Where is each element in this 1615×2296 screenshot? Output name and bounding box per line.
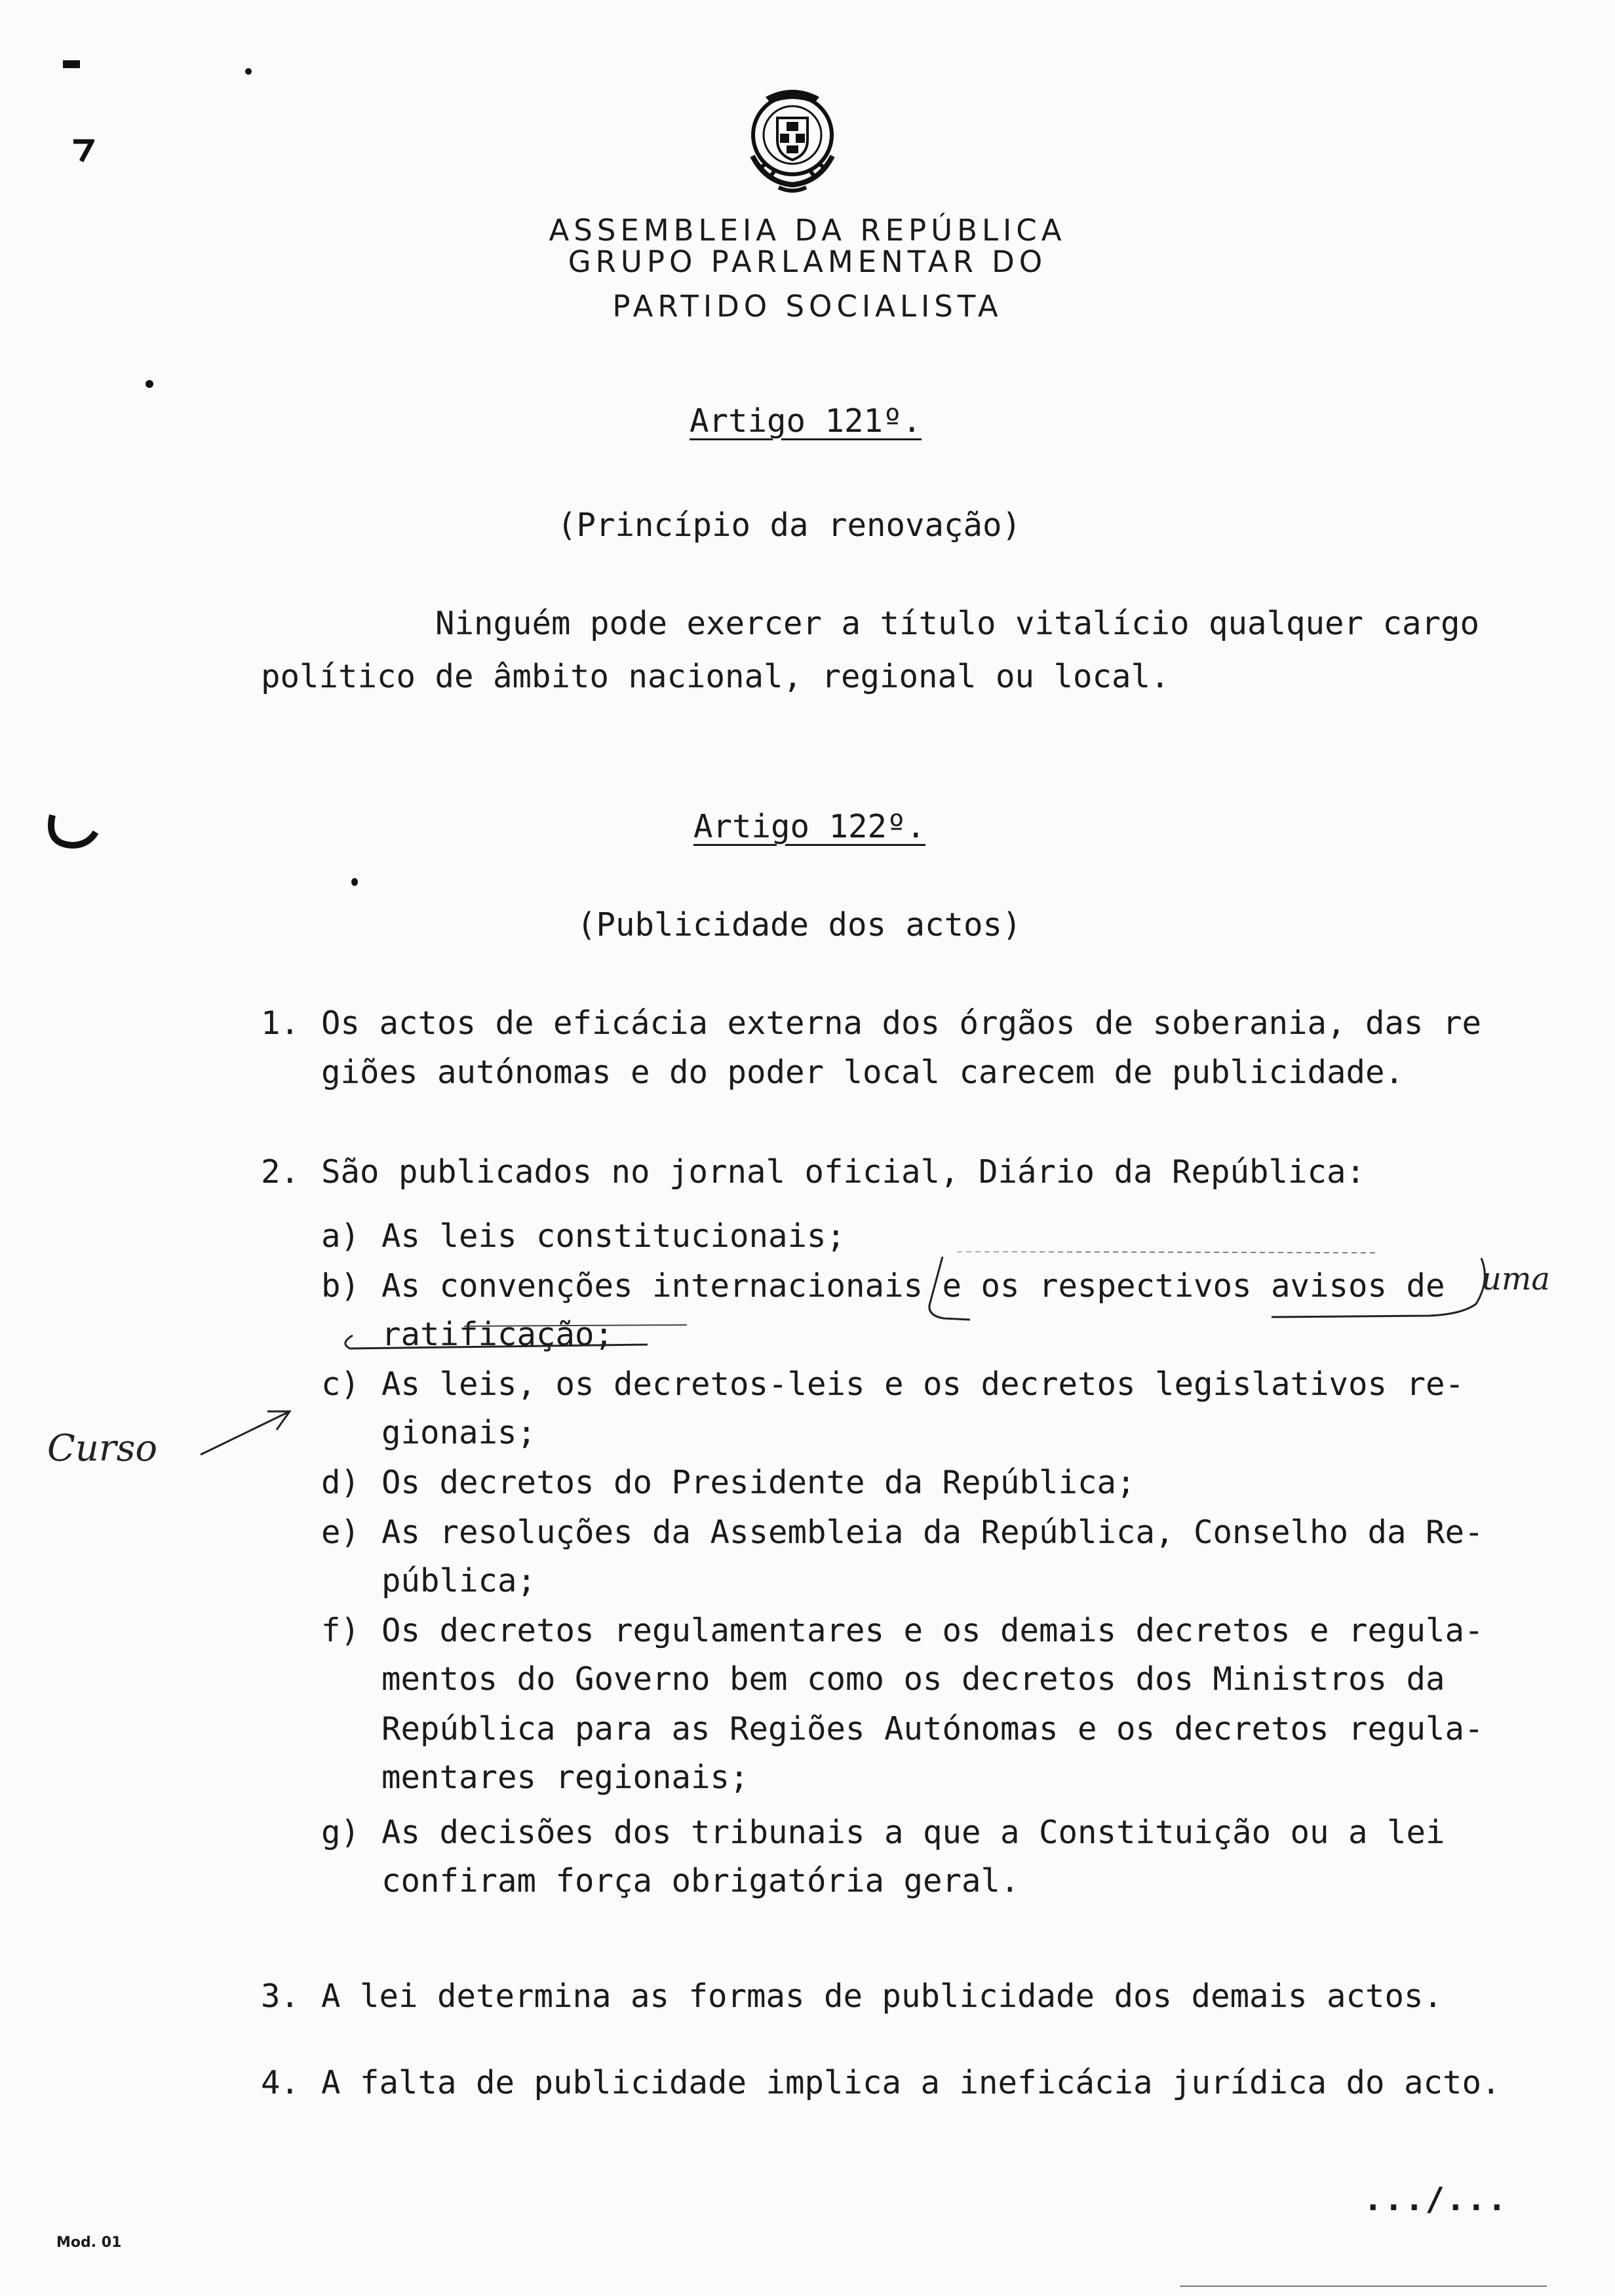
margin-note-left: Curso	[47, 1427, 158, 1470]
item-e-line-1: As resoluções da Assembleia da República, Conselho da Re-	[381, 1514, 1484, 1551]
header-line-1: ASSEMBLEIA DA REPÚBLICA	[549, 213, 1066, 248]
article-121-subtitle: (Princípio da renovação)	[557, 507, 1022, 544]
item-g-line-2: confiram força obrigatória geral.	[381, 1862, 1020, 1900]
item-f-line-3: República para as Regiões Autónomas e os decretos regula-	[381, 1710, 1484, 1748]
scan-mark	[63, 60, 80, 68]
article-121-title: Artigo 121º.	[690, 402, 922, 440]
item-f-line-1: Os decretos regulamentares e os demais decretos e regula-	[381, 1612, 1484, 1649]
header-line-2: GRUPO PARLAMENTAR DO	[568, 244, 1047, 279]
article-121-line-2: político de âmbito nacional, regional ou local.	[261, 658, 1170, 695]
scan-mark-2	[71, 138, 94, 164]
item-b-line-1: As convenções internacionais e os respectivos avisos de	[381, 1267, 1445, 1305]
handwritten-underline	[333, 1317, 700, 1356]
item-f-line-4: mentares regionais;	[381, 1759, 749, 1796]
coat-of-arms-icon	[739, 84, 846, 195]
continuation-mark: .../...	[1363, 2181, 1508, 2218]
arrow-icon	[197, 1402, 295, 1461]
handwritten-bracket-mark	[918, 1252, 1494, 1350]
item-e-line-2: pública;	[381, 1562, 537, 1599]
paragraph-3-number: 3.	[261, 1978, 300, 2015]
article-122-title: Artigo 122º.	[693, 808, 926, 845]
item-c-line-1: As leis, os decretos-leis e os decretos legislativos re-	[381, 1366, 1465, 1403]
bottom-edge-line	[1180, 2286, 1547, 2287]
item-c-letter: c)	[321, 1366, 360, 1403]
item-b-letter: b)	[321, 1267, 360, 1305]
paragraph-1-line-1: Os actos de eficácia externa dos órgãos de soberania, das re	[321, 1004, 1482, 1042]
paragraph-4-number: 4.	[261, 2064, 300, 2101]
header-line-3: PARTIDO SOCIALISTA	[612, 289, 1003, 324]
item-b-line-2: ratificação;	[381, 1316, 614, 1353]
item-d-line-1: Os decretos do Presidente da República;	[381, 1464, 1136, 1501]
article-121-line-1: Ninguém pode exercer a título vitalício qualquer cargo	[435, 605, 1480, 642]
paragraph-1-line-2: giões autónomas e do poder local carecem de publicidade.	[321, 1054, 1405, 1091]
item-a-letter: a)	[321, 1217, 360, 1255]
form-code: Mod. 01	[56, 2234, 122, 2251]
scan-dot	[245, 68, 252, 75]
item-g-line-1: As decisões dos tribunais a que a Constituição ou a lei	[381, 1814, 1445, 1851]
scan-dot	[146, 380, 153, 388]
item-f-line-2: mentos do Governo bem como os decretos dos Ministros da	[381, 1660, 1445, 1698]
scan-dot	[351, 878, 358, 886]
article-122-subtitle: (Publicidade dos actos)	[577, 906, 1022, 944]
item-f-letter: f)	[321, 1612, 360, 1649]
item-a-line-1: As leis constitucionais;	[381, 1217, 846, 1255]
paragraph-2-number: 2.	[261, 1153, 300, 1191]
item-c-line-2: gionais;	[381, 1414, 537, 1451]
paragraph-3-text: A lei determina as formas de publicidade dos demais actos.	[321, 1978, 1443, 2015]
paragraph-1-number: 1.	[261, 1004, 300, 1042]
item-d-letter: d)	[321, 1464, 360, 1501]
paragraph-4-text: A falta de publicidade implica a ineficácia jurídica do acto.	[321, 2064, 1501, 2101]
paragraph-2-intro: São publicados no jornal oficial, Diário da República:	[321, 1153, 1366, 1191]
scan-mark-3	[46, 813, 98, 852]
margin-note-right: uma	[1481, 1261, 1551, 1297]
item-g-letter: g)	[321, 1814, 360, 1851]
item-e-letter: e)	[321, 1514, 360, 1551]
